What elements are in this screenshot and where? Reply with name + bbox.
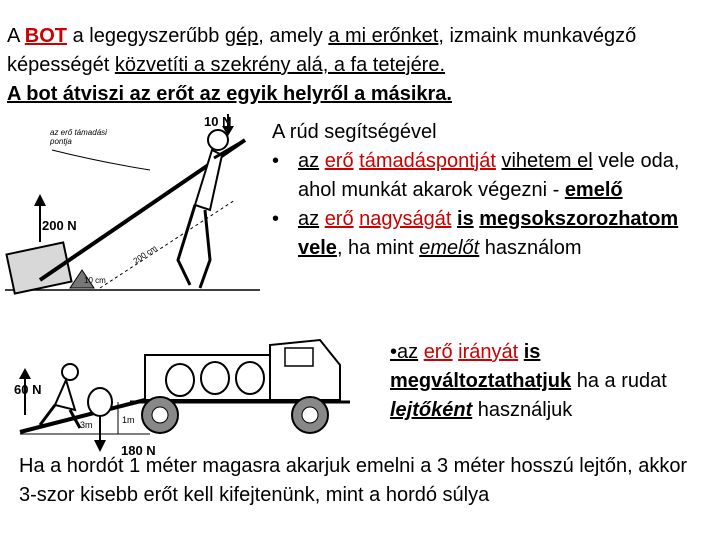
intro-text: A xyxy=(7,25,25,47)
intro-summary: A bot átviszi az erőt az egyik helyről a másikra. xyxy=(7,83,452,105)
bullet1-emelo: emelő xyxy=(564,179,623,201)
label-180n: 180 N xyxy=(121,443,156,458)
ramp-iranyat: irányát xyxy=(458,341,519,363)
label-lever-note: az erő támadási pontja xyxy=(50,128,107,146)
bullet2-megsok: megsokszorozhatom vele xyxy=(298,208,679,259)
ramp-paragraph xyxy=(390,338,710,425)
bullet1-ero: erő xyxy=(324,150,354,172)
lever-list xyxy=(272,118,712,263)
bullet2-emelot: emelőt xyxy=(419,237,480,259)
list-item xyxy=(272,147,712,205)
bullet2-rest: , ha mint xyxy=(336,237,420,259)
bullet2-az: az xyxy=(298,208,320,230)
intro-text: a legegyszerűbb xyxy=(67,25,225,47)
bullet1-az: az xyxy=(298,150,320,172)
bullet2-nagysagat: nagyságát xyxy=(359,208,452,230)
ramp-megvalt: megváltoztathatjuk xyxy=(390,370,572,392)
ramp-hasznaljuk: használjuk xyxy=(472,399,573,421)
intro-text: , amely xyxy=(258,25,329,47)
bullet1-rest: vele oda, ahol munkát akarok végezni - xyxy=(298,150,680,201)
bullet2-is: is xyxy=(457,208,474,230)
box-shape xyxy=(6,242,71,293)
label-10cm: 10 cm xyxy=(84,276,106,285)
keyword-erok: a mi erőnket xyxy=(328,25,439,47)
ramp-ha-a: ha a rudat xyxy=(571,370,667,392)
bullet: • xyxy=(272,208,280,230)
ramp-illustration xyxy=(0,320,385,460)
label-60n: 60 N xyxy=(14,382,42,397)
keyword-gep: gép xyxy=(224,25,259,47)
bullet: • xyxy=(272,150,280,172)
conclusion-paragraph: Ha a hordót 1 méter magasra akarjuk emelni a 3 méter hosszú lejtőn, akkor 3-szor kisebb erőt kell kifejtenünk, mint a hordó súlya xyxy=(19,455,688,506)
list-item xyxy=(272,205,712,263)
label-200n: 200 N xyxy=(42,218,77,233)
keyword-kozvetiti: közvetíti a szekrény alá, a fa tetejére. xyxy=(114,54,446,76)
bullet2-hasznalom: használom xyxy=(479,237,582,259)
ramp-ero: erő xyxy=(423,341,453,363)
bullet2-ero: erő xyxy=(324,208,354,230)
lever-heading: A rúd segítségével xyxy=(272,121,437,143)
ramp-is: is xyxy=(523,341,541,363)
lever-illustration xyxy=(0,110,270,310)
label-200cm: 200 cm xyxy=(131,243,159,266)
ramp-bullet: •az xyxy=(390,341,419,363)
ramp-lejtokent: lejtőként xyxy=(390,399,473,421)
bullet1-tamadas: támadáspontját xyxy=(359,150,496,172)
label-3m: 3m xyxy=(80,420,93,430)
bullet1-vihetem: vihetem el xyxy=(501,150,593,172)
intro-text: , izmaink munkavégző képességét xyxy=(7,25,637,76)
keyword-bot: BOT xyxy=(24,25,68,47)
intro-paragraph xyxy=(7,22,717,109)
label-10n: 10 N xyxy=(204,114,232,129)
label-1m: 1m xyxy=(122,415,135,425)
